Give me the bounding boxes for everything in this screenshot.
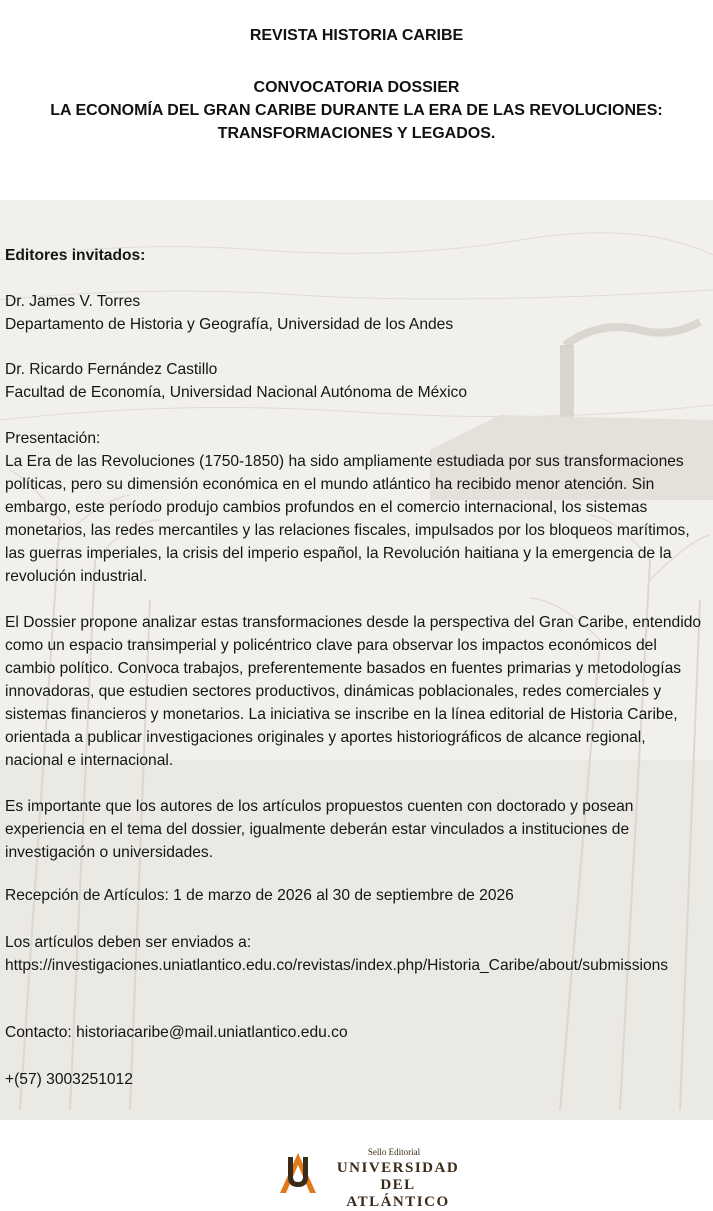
editors-heading: Editores invitados: — [5, 247, 146, 264]
presentation-paragraph-2: El Dossier propone analizar estas transformaciones desde la perspectiva del Gran Caribe, entendido como un espacio transimperial y policéntrico clave para observar los impactos económicos del cambio político. Convoca trabajos, preferentemente basados en fuentes primarias y metodologías innovadoras, que estudien sectores productivos, dinámicas poblacionales, redes comerciales y sistemas financieros y monetarios. La iniciativa se inscribe en la línea editorial de Historia Caribe, orientada a publicar investigaciones originales y aportes historiográficos de alcance regional, nacional e internacional. — [5, 614, 702, 769]
editors-section — [5, 244, 705, 267]
editor-affiliation: Departamento de Historia y Geografía, Universidad de los Andes — [5, 316, 454, 333]
presentation-paragraph-1: La Era de las Revoluciones (1750-1850) ha sido ampliamente estudiada por sus transformaciones políticas, pero su dimensión económica en el mundo atlántico ha recibido menor atención. Sin embargo, este período produjo cambios profundos en el comercio internacional, los sistemas monetarios, las redes mercantiles y las relaciones fiscales, impulsados por los bloqueos marítimos, las guerras imperiales, la crisis del imperio español, la Revolución haitiana y la emergencia de la revolución industrial. — [5, 453, 690, 585]
submission-url[interactable]: https://investigaciones.uniatlantico.edu.co/revistas/index.php/Historia_Caribe/about/submissions — [5, 957, 669, 974]
contact-email[interactable]: Contacto: historiacaribe@mail.uniatlantico.edu.co — [5, 1024, 348, 1041]
presentation-section — [5, 427, 705, 588]
submission-block — [5, 931, 705, 977]
logo-line-2: DEL ATLÁNTICO — [346, 1177, 450, 1210]
call-line: CONVOCATORIA DOSSIER — [253, 79, 460, 96]
journal-title: REVISTA HISTORIA CARIBE — [249, 27, 464, 44]
logo-line-1: UNIVERSIDAD — [336, 1160, 460, 1176]
editor-name: Dr. James V. Torres — [5, 293, 141, 310]
presentation-paragraph-3: Es importante que los autores de los artículos propuestos cuenten con doctorado y posean experiencia en el tema del dossier, igualmente deberán estar vinculados a instituciones de investigación o universidades. — [5, 798, 634, 861]
logo-tagline: Sello Editorial — [367, 1147, 421, 1157]
presentation-heading: Presentación: — [5, 430, 101, 447]
editor-name: Dr. Ricardo Fernández Castillo — [5, 361, 218, 378]
editor-1 — [5, 290, 705, 336]
send-to-label: Los artículos deben ser enviados a: — [5, 934, 252, 951]
dossier-title-line-2: TRANSFORMACIONES Y LEGADOS. — [217, 125, 496, 142]
editor-2 — [5, 358, 705, 404]
dossier-title-line-1: LA ECONOMÍA DEL GRAN CARIBE DURANTE LA ERA DE LAS REVOLUCIONES: — [50, 102, 663, 119]
editor-affiliation: Facultad de Economía, Universidad Nacional Autónoma de México — [5, 384, 468, 401]
dossier-heading-block — [0, 76, 713, 145]
reception-dates: Recepción de Artículos: 1 de marzo de 2026 al 30 de septiembre de 2026 — [5, 887, 514, 904]
ua-monogram-icon — [274, 1147, 322, 1195]
phone-number: +(57) 3003251012 — [5, 1071, 133, 1088]
university-logo — [274, 1143, 474, 1210]
